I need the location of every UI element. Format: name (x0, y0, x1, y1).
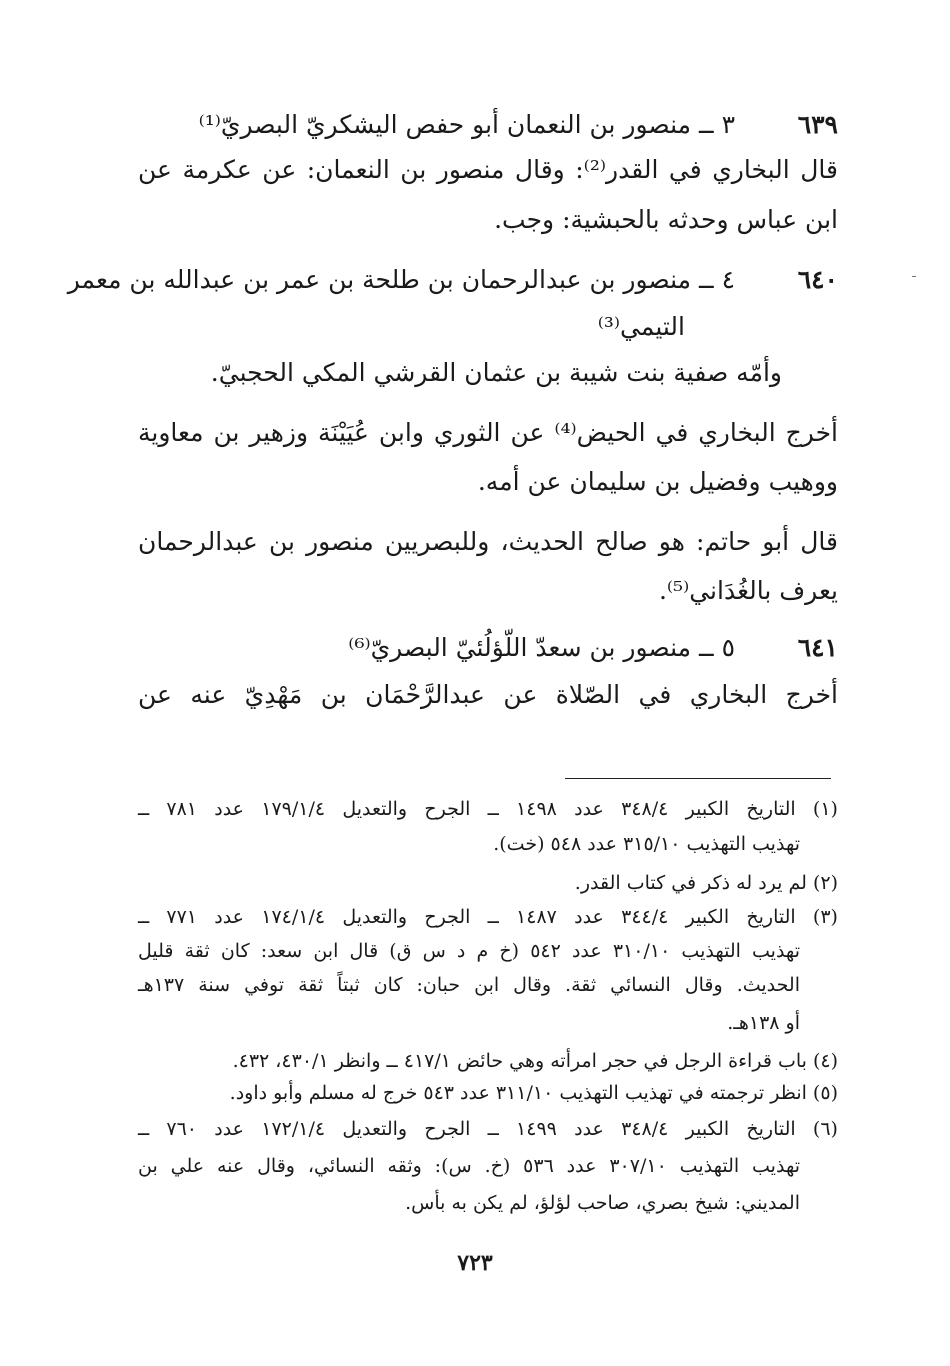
entry-text-line: قال أبو حاتم: هو صالح الحديث، وللبصريين منصور بن عبدالرحمان (138, 527, 838, 556)
entry-text-line: أخرج البخاري في الحيض⁽⁴⁾ عن الثوري وابن عُيَيْنَة وزهير بن معاوية (138, 418, 839, 447)
entry-heading: ٤ ــ منصور بن عبدالرحمان بن طلحة بن عمر بن عبدالله بن معمر (67, 265, 735, 294)
footnote-line: (٤) باب قراءة الرجل في حجر امرأته وهي حائض ٤١٧/١ ــ وانظر ٤٣٠/١، ٤٣٢. (232, 1050, 838, 1072)
scan-mark (912, 276, 916, 277)
entry-text-line: يعرف بالغُدَاني⁽⁵⁾. (658, 576, 838, 605)
entry-number: ٦٤١ (797, 633, 838, 662)
entry-text-line: أخرج البخاري في الصّلاة عن عبدالرَّحْمَان بن مَهْدِيّ عنه عن (138, 680, 838, 709)
entry-number: ٦٤٠ (797, 265, 838, 294)
footnote-line: تهذيب التهذيب ٣١٥/١٠ عدد ٥٤٨ (خت). (493, 833, 800, 855)
entry-text-line: ابن عباس وحدثه بالحبشية: وجب. (494, 205, 838, 234)
page-number: ٧٢٣ (457, 1250, 493, 1276)
footnote-separator (565, 778, 831, 779)
footnote-line: (٦) التاريخ الكبير ٣٤٨/٤ عدد ١٤٩٩ ــ الجرح والتعديل ١٧٢/١/٤ عدد ٧٦٠ ــ (138, 1118, 838, 1140)
footnote-line: (٢) لم يرد له ذكر في كتاب القدر. (574, 872, 838, 894)
footnote-line: أو ١٣٨هـ. (727, 1012, 800, 1034)
footnote-line: تهذيب التهذيب ٣١٠/١٠ عدد ٥٤٢ (خ م د س ق) قال ابن سعد: كان ثقة قليل (138, 940, 800, 962)
entry-text-line: ووهيب وفضيل بن سليمان عن أمه. (477, 467, 838, 496)
entry-heading-continued: التيمي⁽³⁾ (597, 312, 685, 341)
entry-text-line: وأمّه صفية بنت شيبة بن عثمان القرشي المكي الحجبيّ. (210, 358, 782, 387)
footnote-line: (٥) انظر ترجمته في تهذيب التهذيب ٣١١/١٠ عدد ٥٤٣ خرج له مسلم وأبو داود. (229, 1082, 838, 1104)
entry-text-line: قال البخاري في القدر⁽²⁾: وقال منصور بن النعمان: عن عكرمة عن (138, 155, 838, 184)
footnote-line: (٣) التاريخ الكبير ٣٤٤/٤ عدد ١٤٨٧ ــ الجرح والتعديل ١٧٤/١/٤ عدد ٧٧١ ــ (138, 906, 838, 928)
entry-heading: ٥ ــ منصور بن سعدّ اللّؤلُئيّ البصريّ⁽⁶⁾ (348, 633, 735, 662)
footnote-line: (١) التاريخ الكبير ٣٤٨/٤ عدد ١٤٩٨ ــ الجرح والتعديل ١٧٩/١/٤ عدد ٧٨١ ــ (138, 798, 838, 820)
entry-number: ٦٣٩ (797, 110, 838, 139)
footnote-line: الحديث. وقال النسائي ثقة. وقال ابن حبان: كان ثبتاً ثقة توفي سنة ١٣٧هـ (138, 974, 800, 996)
entry-heading: ٣ ــ منصور بن النعمان أبو حفص اليشكريّ البصريّ⁽¹⁾ (198, 110, 735, 139)
footnote-line: المديني: شيخ بصري، صاحب لؤلؤ، لم يكن به بأس. (405, 1192, 800, 1214)
footnote-line: تهذيب التهذيب ٣٠٧/١٠ عدد ٥٣٦ (خ. س): وثقه النسائي، وقال عنه علي بن (138, 1155, 800, 1177)
